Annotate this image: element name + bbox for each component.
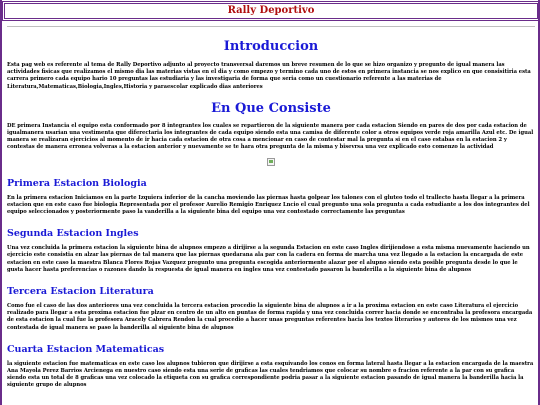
broken-image-icon: [267, 158, 275, 166]
site-title: Rally Deportivo: [227, 5, 315, 16]
literatura-paragraph: Como fue el caso de las dos anteriores una vez concluida la tercera estacion procedio la siguiente bina de alupnos a ir a la proxima estacion en este caso Literatura el ejercicio realizado para llegar a esta proxima estacion fue plzar en centro de un alto en puntas de forma rapida y una vez concluida correr hacia donde se encontraba la profesora encargada de esta estacion la cual fue la profesora Aracely Cabrera Rendon la cual procedio a hacer unas preguntas referentes hacia los textos literarios y autores de los mismos una vez contestada de igual manera se paso la banderilla al siguiente bina de alupnos: [7, 303, 533, 331]
introduccion-paragraph: Esta pag web es referente al tema de Rally Deportivo adjunto al proyecto transversal daremos un breve resumen de lo que se hizo organizo y pregunto de igual manera las actividades fisicas que realizamos el mismo dia las materias vistas en el dia y como empezo y termino cada uno de estos en primera instancia se nos explico en que consisitiria esta carrera primero cada equipo hario 10 preguntas las estudiaria y las investigaria de forma que seria como un cuestionario referente a las materias de Literatura,Matematicas,Biologia,Ingles,Historia y paraescolar explicado dias anteriores: [7, 62, 531, 90]
en-que-consiste-paragraph: DE primera Instancia el equipo esta conformado por 8 integrantes los cuales se repartieron de la siguiente manera por cada estacion Siendo en pares de dos por cada estacion de igualmanera usarian una vestimenta que diferectaria los integrantes de cada equipo siendo esta una camisa de diferente color a otros equipos verde roja amarilla Azul etc. De igual manera se realizaran ejercicios al momento de ir hacia cada estacion de otra cosa a mencionar en caso de contestar mal la pregunta si en el caso estabas en la estacion 2 y contestas de manera erronea volveras a la estacion anterior y nuevamente se te hara otra pregunta de la misma y bisevrsa una vez explicado esto comenzo la actividad: [7, 122, 534, 151]
introduccion-heading: Introduccion: [223, 39, 319, 54]
matematicas-paragraph: la siguiente estacion fue matematicas en este caso los alupnos tubieron que dirijirse a esta esquivando los conos en forma lateral hasta llegar a la estacion encargada de la maestra Ana Mayola Perez Barrios Arcienega en nuestro caso siendo esta una serie de graficas las cuales tendriamos que colocar su nombre o fracion referente a la par con su grafica siendo esta un total de 8 graficas una vez colocado la etiqueta con su grafica correspondiente podria pasar a la siguiente estacion pasando de igual manera la banderilla hacia la siguiente grupo de alupnos: [7, 360, 534, 389]
site-header: [4, 3, 538, 19]
matematicas-heading: Cuarta Estacion Matematicas: [7, 343, 165, 355]
en-que-consiste-heading: En Que Consiste: [211, 100, 331, 116]
biologia-heading: Primera Estacion Biologia: [7, 177, 147, 189]
ingles-heading: Segunda Estacion Ingles: [7, 228, 139, 240]
biologia-paragraph: En la primera estacion Iniciamos en la parte Izquiera inferior de la cancha moviendo las piernas hasta golpear los talones con el gluteo todo el trallecto hasta llegar a la primera estacion que en este caso fue biologia Representada por el profesor Aurelio Remigio Enriquez Lncio el cual pregunto una sola pregunta a cada estudiante a los dos integrantes del equipo seleccionados y posteriormente paso la vanderilla a la siguiente bina del equipo una vez contestado correctamente las preguntas: [7, 194, 530, 216]
literatura-heading: Tercera Estacion Literatura: [7, 286, 154, 298]
main-content: [7, 26, 535, 405]
ingles-paragraph: Una vez concluida la primera estacion la siguiente bina de alupnos empezo a dirijirse a la segunda Estacion en este caso Ingles dirijiendose a esta misma nuevamente haciendo un ejercicio este consistia en alzar las piernas de tal manera que las piernas quedarana ala par con la cadera en forma de marcha una vez llegado a la estacion la encargada de este estacion en este caso la maestra Blanca Flores Rojas Vazquez pregunto una pregunta escogida anteriormente alazar por el alupno siendo esta posible pregunta desde lo que le gusta hacer hasta preferencias o razones dando la respuesta de igual manera en ingles una vez contestado pasaron la banderilla a la siguiente bina de alupnos: [7, 245, 530, 273]
